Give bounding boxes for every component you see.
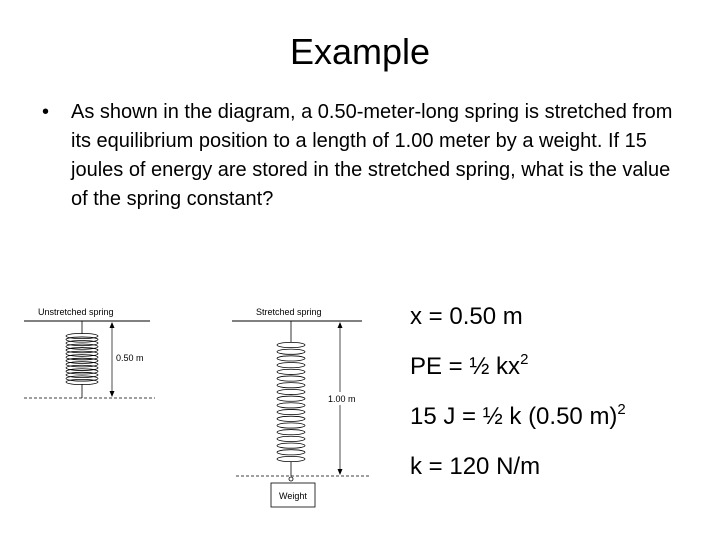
equation-substitution-exponent: 2 <box>617 401 626 418</box>
spring-coil-loop <box>277 409 305 414</box>
spring-coil-loop <box>277 436 305 441</box>
spring-coil-loop <box>277 430 305 435</box>
weight-hook <box>289 477 293 481</box>
spring-coil-loop <box>277 396 305 401</box>
equation-substitution-text: 15 J = ½ k (0.50 m) <box>410 403 618 430</box>
bullet-text: As shown in the diagram, a 0.50-meter-long spring is stretched from its equilibrium position to a length of 1.00 meter by a weight. If 15 joules of energy are stored in the stretched spring, what is the value of the spring constant? <box>71 101 673 210</box>
stretched-spring-label: Stretched spring <box>256 307 322 317</box>
spring-coil-loop <box>277 363 305 368</box>
equation-pe <box>410 352 528 385</box>
spring-coil-loop <box>277 356 305 361</box>
spring-coil-loop <box>277 342 305 347</box>
equation-result-text: k = 120 N/m <box>410 453 541 480</box>
equation-x-text: x = 0.50 m <box>410 303 523 330</box>
spring-coil-loop <box>277 450 305 455</box>
unstretched-arrow-top <box>110 322 115 328</box>
stretched-spring-coil <box>277 342 305 461</box>
spring-coil-loop <box>277 423 305 428</box>
spring-coil-loop <box>277 369 305 374</box>
equation-pe-exponent: 2 <box>520 351 529 368</box>
equation-result <box>410 452 540 482</box>
unstretched-arrow-bottom <box>110 391 115 397</box>
equation-x <box>410 302 523 332</box>
slide-title: Example <box>289 31 431 72</box>
equation-substitution <box>410 402 626 435</box>
spring-coil-loop <box>277 383 305 388</box>
unstretched-spring-coil <box>66 333 98 384</box>
spring-coil-loop <box>277 389 305 394</box>
spring-coil-loop <box>277 376 305 381</box>
stretched-arrow-top <box>338 322 343 328</box>
unstretched-length-label: 0.50 m <box>116 353 144 363</box>
spring-coil-loop <box>277 443 305 448</box>
stretched-length-label: 1.00 m <box>328 394 356 404</box>
bullet-marker: • <box>42 101 50 123</box>
spring-coil-loop <box>277 349 305 354</box>
weight-label: Weight <box>279 491 307 501</box>
bullet-point <box>42 98 692 214</box>
stretched-arrow-bottom <box>338 469 343 475</box>
unstretched-spring-label: Unstretched spring <box>38 307 114 317</box>
equation-pe-text: PE = ½ kx <box>410 353 521 380</box>
spring-diagram <box>0 290 380 530</box>
spring-coil-loop <box>66 379 98 384</box>
spring-coil-loop <box>277 456 305 461</box>
spring-coil-loop <box>277 403 305 408</box>
spring-coil-loop <box>277 416 305 421</box>
